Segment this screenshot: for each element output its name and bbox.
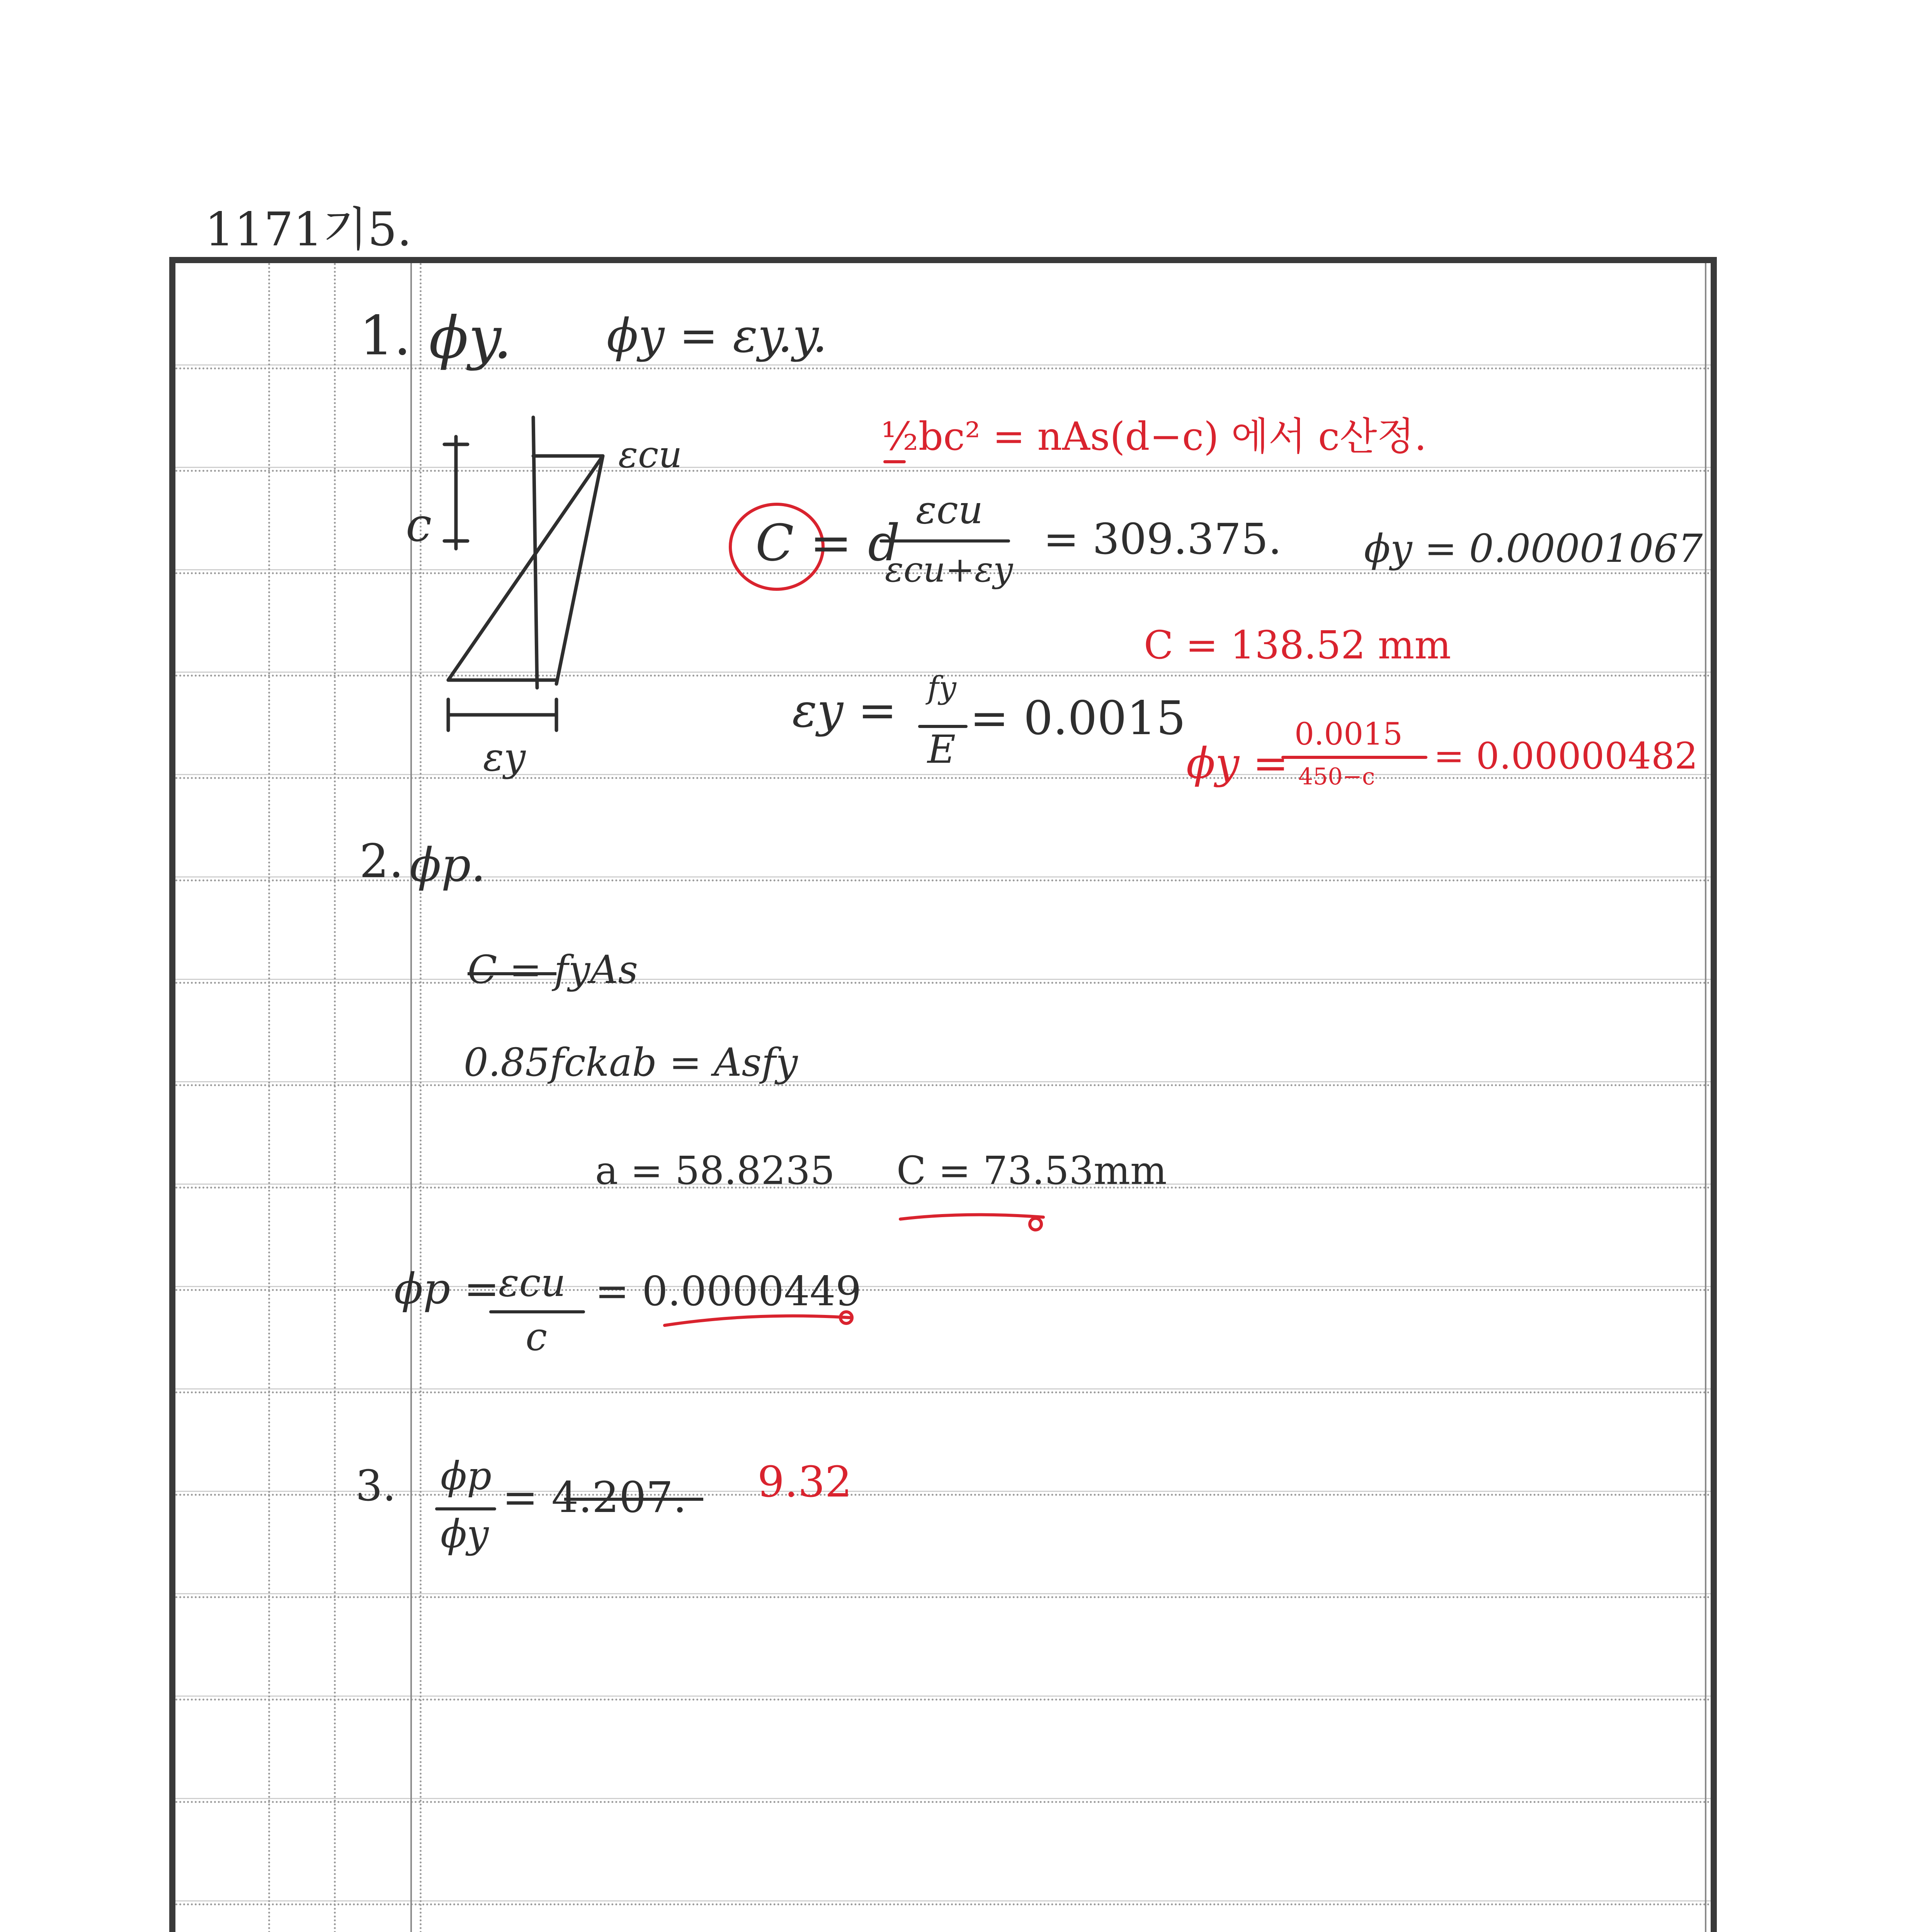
q1-title: ϕy. [429,304,512,372]
q3-ratio-num: ϕp [441,1453,492,1498]
q2-struck-line: C = fyAs [468,947,638,992]
ey-result: = 0.0015 [970,692,1186,745]
c-frac-num: εcu [916,487,983,532]
red-phi-num: 0.0015 [1294,716,1403,752]
q3-ratio-den: ϕy [441,1511,489,1556]
c-result: = 309.375. [1043,514,1282,564]
red-phi-den: 450−c [1298,763,1375,790]
q1-number: 1. [359,304,411,367]
q3-red-value: 9.32 [757,1457,852,1507]
page-mark: 1171기5. [205,203,412,257]
phi-p-lhs: ϕp = [394,1264,500,1313]
q2-c-value: C = 73.53mm [896,1148,1167,1193]
phi-p-num: εcu [498,1260,566,1305]
phi-p-result: = 0.0000449 [595,1268,862,1315]
c-eq-lhs: C = d [755,514,900,572]
red-phi-lhs: ϕy = [1186,738,1289,788]
c-frac-den: εcu+εy [885,549,1013,590]
diagram-label-ey: εy [483,735,526,780]
ey-frac-num: fy [927,670,956,706]
q3-struck-value: = 4.207. [502,1473,687,1522]
diagram-label-c: c [406,498,432,552]
phi-p-den: c [526,1314,548,1359]
red-phi-result: = 0.00000482 [1434,735,1698,777]
ey-frac-den: E [927,727,956,772]
phi-y-black: ϕy = 0.00001067 [1364,526,1703,571]
ey-lhs: εy = [792,684,897,738]
q2-balance: 0.85fckab = Asfy [464,1040,798,1085]
diagram-label-ecu: εcu [618,434,682,476]
q2-number: 2. [359,835,404,888]
q2-a-value: a = 58.8235 [595,1148,835,1193]
q1-red-c: C = 138.52 mm [1144,622,1451,668]
q3-number: 3. [356,1461,396,1510]
q1-red-note: ½bc² = nAs(d−c) 에서 c산정. [881,414,1427,459]
q1-formula: ϕy = εy.y. [607,309,827,363]
q2-title: ϕp. [410,838,486,892]
